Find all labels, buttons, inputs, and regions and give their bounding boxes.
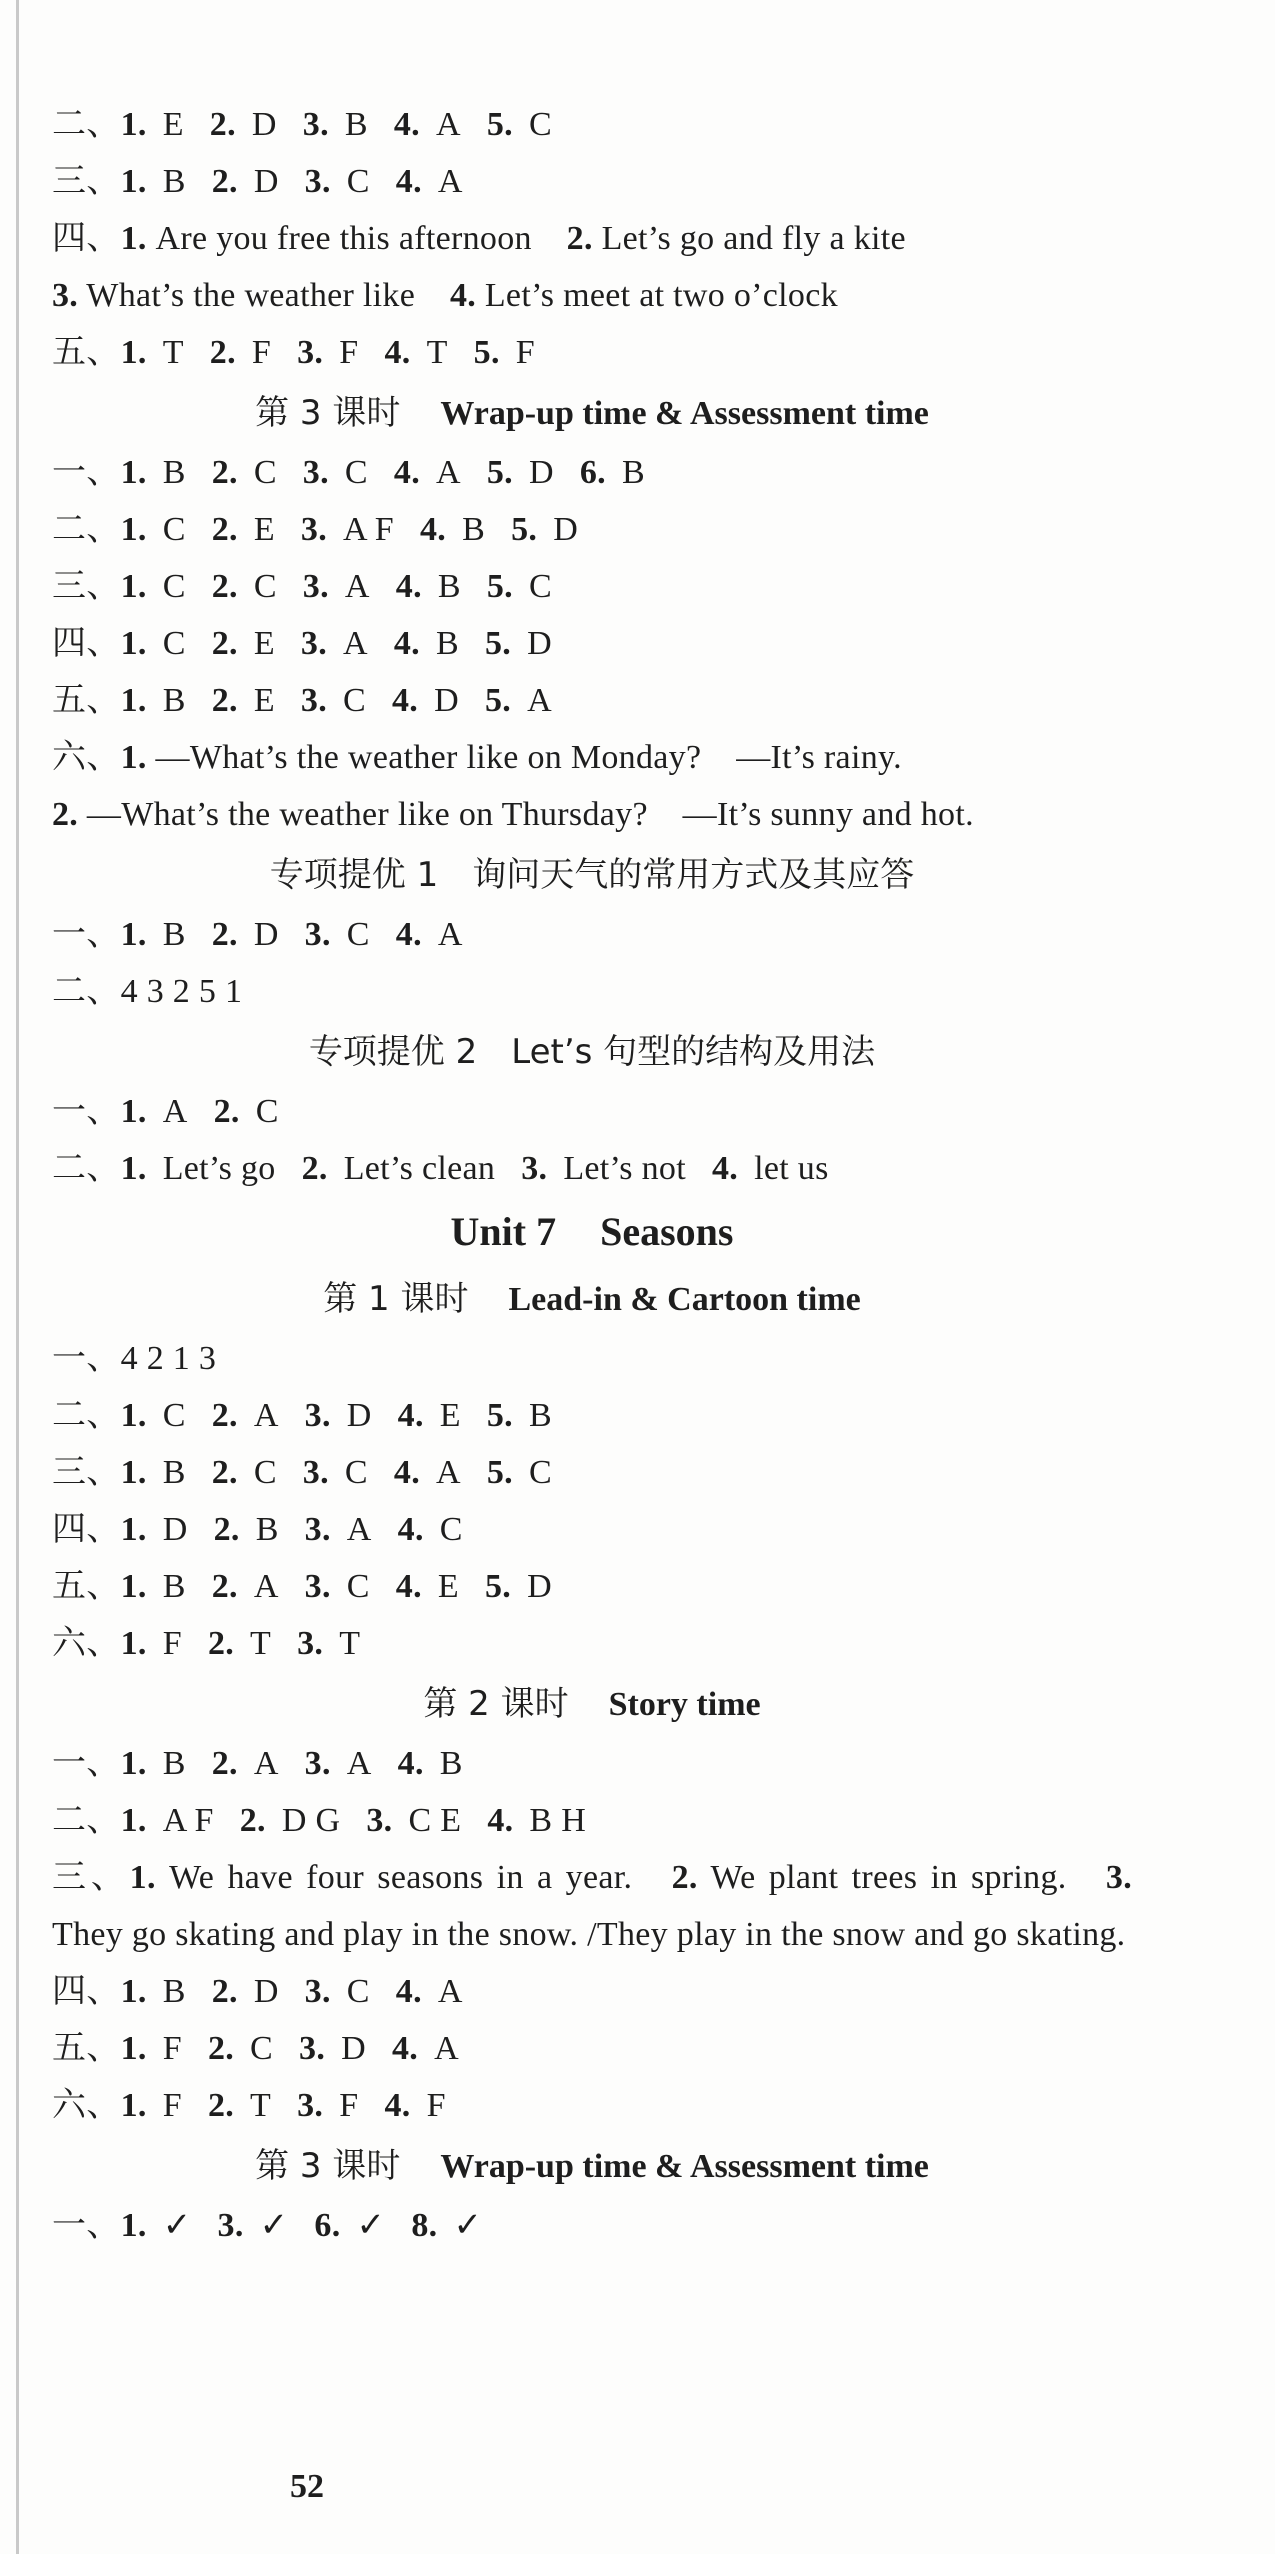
answer-row-liu [52, 2077, 1132, 2134]
answer-row-wu [52, 2020, 1132, 2077]
item-answer: B [437, 568, 461, 605]
item-number: 3. [302, 454, 329, 491]
item-number: 2. [211, 454, 238, 491]
item-number: 5. [486, 106, 513, 143]
item-number: 4. [397, 1511, 424, 1548]
section-prefix: 二、 [52, 1802, 121, 1839]
item-answer: A [437, 916, 463, 953]
item-answer: A F [162, 1802, 214, 1839]
answer-key-page [52, 96, 1132, 2254]
item-answer: D [341, 2030, 366, 2067]
item-answer: B [439, 1745, 463, 1782]
item-answer: B [162, 163, 186, 200]
item-answer: A [253, 1568, 279, 1605]
item-number: 1. [120, 916, 147, 953]
item-answer: F [426, 2087, 446, 2124]
item-number: 5. [486, 454, 513, 491]
item-number: 2. [211, 916, 238, 953]
item-answer: C [528, 106, 552, 143]
item-answer: C [344, 1454, 368, 1491]
item-number: 3. [300, 511, 327, 548]
answer-row-liu [52, 1615, 1132, 1672]
item-number: 2. [211, 1397, 238, 1434]
answer-row-yi [52, 1083, 1132, 1140]
item-answer: F [162, 1625, 182, 1662]
item-answer: D [346, 1397, 372, 1434]
item-answer: Let’s go [162, 1150, 276, 1187]
item-number: 4. [391, 682, 419, 719]
section-prefix: 三、 [52, 1454, 121, 1491]
item-answer: A [346, 1745, 372, 1782]
unit-title [52, 1197, 1132, 1267]
item-answer: B [162, 1745, 186, 1782]
lesson-heading [52, 1676, 1132, 1733]
item-answer: A [344, 568, 370, 605]
answer-row-san [52, 1444, 1132, 1501]
item-number: 3. [52, 277, 79, 314]
dialogue-answer: —It’s sunny and hot. [682, 796, 974, 833]
item-answer: A [436, 454, 461, 491]
item-answer: A [434, 2030, 459, 2067]
item-answer: E [253, 625, 275, 662]
lesson-title: Wrap-up time & Assessment time [440, 395, 929, 432]
item-answer: E [162, 106, 184, 143]
item-number: 1. [129, 1859, 156, 1896]
section-prefix: 四、 [52, 625, 121, 662]
item-answer: Let’s not [563, 1150, 686, 1187]
item-number: 3. [304, 1568, 331, 1605]
item-number: 1. [120, 2087, 147, 2124]
item-number: 6. [579, 454, 606, 491]
item-number: 1. [120, 1802, 147, 1839]
item-answer: A [436, 1454, 461, 1491]
item-answer: B [621, 454, 645, 491]
answer-row-yi [52, 444, 1132, 501]
item-answer: ✓ [356, 2207, 386, 2244]
item-answer: F [515, 334, 535, 371]
item-number: 3. [297, 1625, 324, 1662]
answer-row-si [52, 615, 1132, 672]
item-number: 3. [302, 1454, 329, 1491]
item-number: 2. [566, 220, 593, 257]
item-answer: A [435, 106, 461, 143]
item-answer: D [434, 682, 459, 719]
answer-row-yi [52, 1735, 1132, 1792]
item-number: 2. [213, 1093, 240, 1130]
section-prefix: 三、 [52, 1859, 130, 1896]
item-number: 2. [211, 1745, 238, 1782]
lesson-title: Wrap-up time & Assessment time [440, 2148, 929, 2185]
answer-row-er [52, 1140, 1132, 1197]
item-number: 3. [297, 334, 324, 371]
section-prefix: 一、 [52, 2207, 121, 2244]
item-answer: 4 2 1 3 [120, 1340, 217, 1377]
item-answer: D [253, 916, 279, 953]
item-answer: B [344, 106, 368, 143]
item-answer: Let’s go and fly a kite [601, 220, 906, 257]
item-number: 5. [473, 334, 500, 371]
section-prefix: 四、 [52, 220, 121, 257]
item-answer: C [439, 1511, 463, 1548]
section-prefix: 一、 [52, 1745, 121, 1782]
item-number: 1. [120, 1568, 147, 1605]
item-answer: F [339, 334, 359, 371]
item-answer: D G [281, 1802, 341, 1839]
item-answer: We plant trees in spring. [710, 1859, 1067, 1896]
item-answer: C [344, 454, 368, 491]
item-answer: D [528, 454, 554, 491]
item-answer: C E [408, 1802, 462, 1839]
lesson-number: 第 2 课时 [423, 1684, 569, 1724]
item-number: 1. [120, 739, 147, 776]
section-prefix: 三、 [52, 163, 121, 200]
item-number: 2. [209, 334, 236, 371]
item-number: 3. [1105, 1859, 1132, 1896]
item-answer: F [162, 2087, 182, 2124]
item-number: 2. [207, 1625, 235, 1662]
section-prefix: 四、 [52, 1973, 121, 2010]
item-answer: C [253, 568, 277, 605]
item-answer: T [250, 1625, 272, 1662]
item-number: 4. [395, 568, 422, 605]
item-answer: What’s the weather like [86, 277, 416, 314]
item-number: 4. [393, 454, 420, 491]
item-number: 2. [211, 1454, 238, 1491]
item-answer: Are you free this afternoon [155, 220, 532, 257]
item-number: 2. [211, 625, 238, 662]
item-number: 5. [511, 511, 538, 548]
item-number: 1. [120, 454, 147, 491]
item-answer: E [437, 1568, 459, 1605]
dialogue-question: —What’s the weather like on Monday? [155, 739, 702, 776]
section-prefix: 六、 [52, 2087, 121, 2124]
answer-row-er [52, 501, 1132, 558]
item-answer: A [253, 1397, 279, 1434]
item-number: 2. [211, 163, 238, 200]
special-topic-heading: 专项提优 2 Let’s 句型的结构及用法 [308, 1032, 876, 1072]
item-answer: T [339, 1625, 361, 1662]
section-prefix: 一、 [52, 454, 121, 491]
item-answer: A [343, 625, 368, 662]
item-number: 3. [304, 163, 331, 200]
item-number: 4. [384, 2087, 411, 2124]
answer-row-er [52, 1792, 1132, 1849]
item-answer: C [162, 1397, 186, 1434]
answer-row-yi [52, 906, 1132, 963]
lesson-title: Lead-in & Cartoon time [508, 1281, 861, 1318]
item-number: 4. [384, 334, 411, 371]
item-answer: Let’s meet at two o’clock [484, 277, 838, 314]
item-answer: A [346, 1511, 372, 1548]
item-number: 4. [397, 1745, 424, 1782]
item-number: 1. [120, 106, 147, 143]
lesson-number: 第 1 课时 [323, 1279, 469, 1319]
item-answer: F [162, 2030, 182, 2067]
item-answer: B [162, 1973, 186, 2010]
item-number: 1. [120, 1511, 147, 1548]
item-answer: T [426, 334, 448, 371]
item-number: 5. [484, 682, 512, 719]
section-prefix: 五、 [52, 682, 121, 719]
item-answer: Let’s clean [343, 1150, 496, 1187]
item-answer: ✓ [162, 2207, 192, 2244]
item-answer: A [527, 682, 552, 719]
item-answer: F [339, 2087, 359, 2124]
item-number: 4. [395, 916, 422, 953]
item-number: 4. [395, 163, 422, 200]
item-number: 8. [411, 2207, 438, 2244]
item-answer: B [162, 454, 186, 491]
item-number: 4. [449, 277, 477, 314]
answer-row-si [52, 1963, 1132, 2020]
answer-row-yi [52, 1330, 1132, 1387]
section-prefix: 一、 [52, 1340, 121, 1377]
item-number: 5. [486, 1454, 513, 1491]
section-prefix: 一、 [52, 1093, 121, 1130]
item-answer: A [437, 1973, 463, 2010]
item-answer: C [343, 682, 366, 719]
item-number: 3. [304, 1973, 331, 2010]
item-answer: A [253, 1745, 279, 1782]
answer-row-wu [52, 672, 1132, 729]
item-number: 5. [484, 1568, 512, 1605]
item-number: 3. [299, 2030, 326, 2067]
item-number: 3. [217, 2207, 244, 2244]
unit-number: Unit 7 [450, 1209, 557, 1254]
item-answer: B [162, 682, 186, 719]
item-number: 2. [211, 511, 238, 548]
item-answer: T [162, 334, 184, 371]
section-prefix: 二、 [52, 1397, 121, 1434]
item-answer: A F [343, 511, 394, 548]
answer-row-er [52, 963, 1132, 1020]
item-answer: E [253, 682, 275, 719]
item-number: 4. [395, 1568, 422, 1605]
item-number: 2. [207, 2087, 235, 2124]
item-number: 1. [120, 568, 147, 605]
item-answer: ✓ [259, 2207, 289, 2244]
item-number: 4. [420, 511, 447, 548]
item-answer: A [437, 163, 463, 200]
item-answer: They go skating and play in the snow. /They play in the snow and go skating. [52, 1916, 1126, 1953]
section-prefix: 五、 [52, 334, 121, 371]
item-answer: A [162, 1093, 188, 1130]
section-prefix: 六、 [52, 739, 121, 776]
item-number: 2. [211, 568, 238, 605]
item-number: 2. [207, 2030, 235, 2067]
item-answer: C [346, 163, 370, 200]
item-answer: B [162, 1568, 186, 1605]
item-answer: D [527, 1568, 552, 1605]
item-number: 1. [120, 220, 147, 257]
item-answer: B [462, 511, 486, 548]
section-prefix: 三、 [52, 568, 121, 605]
answer-row-si [52, 1501, 1132, 1558]
special-topic-heading: 专项提优 1 询问天气的常用方式及其应答 [269, 855, 915, 895]
item-number: 3. [304, 1745, 331, 1782]
item-answer: C [253, 454, 277, 491]
item-number: 3. [304, 1397, 331, 1434]
item-number: 1. [120, 1625, 147, 1662]
answer-row-yi [52, 2197, 1132, 2254]
dialogue-question: —What’s the weather like on Thursday? [86, 796, 648, 833]
item-number: 1. [120, 511, 147, 548]
lesson-heading [52, 2138, 1132, 2195]
item-number: 5. [484, 625, 512, 662]
item-number: 1. [120, 334, 147, 371]
item-number: 4. [393, 1454, 420, 1491]
item-number: 3. [521, 1150, 548, 1187]
item-number: 3. [300, 625, 327, 662]
item-answer: C [346, 916, 370, 953]
item-number: 2. [239, 1802, 266, 1839]
item-number: 1. [120, 163, 147, 200]
section-prefix: 一、 [52, 916, 121, 953]
item-number: 2. [671, 1859, 698, 1896]
answer-row-san [52, 1849, 1132, 1963]
item-answer: B [162, 1454, 186, 1491]
item-answer: We have four seasons in a year. [169, 1859, 633, 1896]
item-answer: D [162, 1511, 188, 1548]
item-answer: D [253, 1973, 279, 2010]
item-number: 4. [487, 1802, 514, 1839]
item-number: 1. [120, 1150, 147, 1187]
item-number: 2. [211, 682, 238, 719]
item-number: 5. [486, 1397, 513, 1434]
item-answer: D [527, 625, 552, 662]
item-number: 3. [300, 682, 327, 719]
answer-row-si-line2 [52, 267, 1132, 324]
answer-row-er [52, 96, 1132, 153]
item-answer: B [528, 1397, 552, 1434]
section-prefix: 二、 [52, 973, 121, 1010]
item-answer: D [553, 511, 579, 548]
dialogue-answer: —It’s rainy. [736, 739, 902, 776]
item-number: 1. [120, 1973, 147, 2010]
item-number: 1. [120, 682, 147, 719]
answer-row-wu [52, 324, 1132, 381]
section-prefix: 六、 [52, 1625, 121, 1662]
item-number: 1. [120, 1093, 147, 1130]
item-number: 4. [395, 1973, 422, 2010]
item-answer: E [253, 511, 275, 548]
item-number: 1. [120, 2207, 147, 2244]
section-prefix: 五、 [52, 2030, 121, 2067]
item-answer: B [162, 916, 186, 953]
lesson-number: 第 3 课时 [255, 393, 401, 433]
section-prefix: 五、 [52, 1568, 121, 1605]
item-number: 3. [304, 1511, 331, 1548]
item-number: 2. [52, 796, 79, 833]
item-number: 2. [213, 1511, 240, 1548]
item-number: 1. [120, 1397, 147, 1434]
item-answer: B H [529, 1802, 587, 1839]
item-answer: F [251, 334, 272, 371]
answer-row-liu [52, 729, 1132, 843]
page-number: 52 [290, 2468, 324, 2505]
item-number: 1. [120, 625, 147, 662]
item-number: 2. [211, 1973, 238, 2010]
section-prefix: 二、 [52, 511, 121, 548]
item-number: 4. [393, 106, 420, 143]
item-number: 4. [711, 1150, 739, 1187]
item-number: 1. [120, 1745, 147, 1782]
item-number: 5. [486, 568, 513, 605]
answer-row-san [52, 558, 1132, 615]
item-answer: D [251, 106, 277, 143]
item-number: 1. [120, 2030, 147, 2067]
item-answer: B [255, 1511, 279, 1548]
item-answer: E [439, 1397, 461, 1434]
item-number: 3. [302, 106, 329, 143]
item-number: 3. [304, 916, 331, 953]
lesson-number: 第 3 课时 [255, 2146, 401, 2186]
item-answer: C [528, 1454, 552, 1491]
left-margin-rule [16, 0, 19, 2554]
item-answer: T [250, 2087, 272, 2124]
item-number: 2. [301, 1150, 328, 1187]
unit-name: Seasons [600, 1209, 734, 1254]
section-prefix: 四、 [52, 1511, 121, 1548]
item-number: 2. [211, 1568, 238, 1605]
item-answer: C [162, 568, 186, 605]
item-answer: C [250, 2030, 274, 2067]
answer-row-san [52, 153, 1132, 210]
item-answer: C [346, 1973, 370, 2010]
section-prefix: 二、 [52, 1150, 121, 1187]
item-answer: C [528, 568, 552, 605]
item-answer: C [346, 1568, 370, 1605]
answer-row-si-line1 [52, 210, 1132, 267]
answer-row-wu [52, 1558, 1132, 1615]
item-answer: C [255, 1093, 279, 1130]
item-number: 3. [297, 2087, 324, 2124]
section-prefix: 二、 [52, 106, 121, 143]
item-number: 1. [120, 1454, 147, 1491]
item-number: 3. [366, 1802, 393, 1839]
item-number: 3. [302, 568, 329, 605]
item-answer: B [435, 625, 459, 662]
item-answer: C [162, 511, 186, 548]
lesson-title: Story time [608, 1686, 761, 1723]
item-number: 4. [392, 2030, 419, 2067]
item-number: 4. [397, 1397, 424, 1434]
item-number: 4. [393, 625, 420, 662]
item-answer: C [253, 1454, 277, 1491]
answer-row-er [52, 1387, 1132, 1444]
lesson-heading [52, 1271, 1132, 1328]
item-answer: C [162, 625, 186, 662]
item-answer: ✓ [453, 2207, 483, 2244]
lesson-heading [52, 385, 1132, 442]
item-answer: let us [754, 1150, 829, 1187]
item-number: 2. [209, 106, 236, 143]
item-answer: D [253, 163, 279, 200]
item-answer: 4 3 2 5 1 [120, 973, 243, 1010]
item-number: 6. [314, 2207, 341, 2244]
